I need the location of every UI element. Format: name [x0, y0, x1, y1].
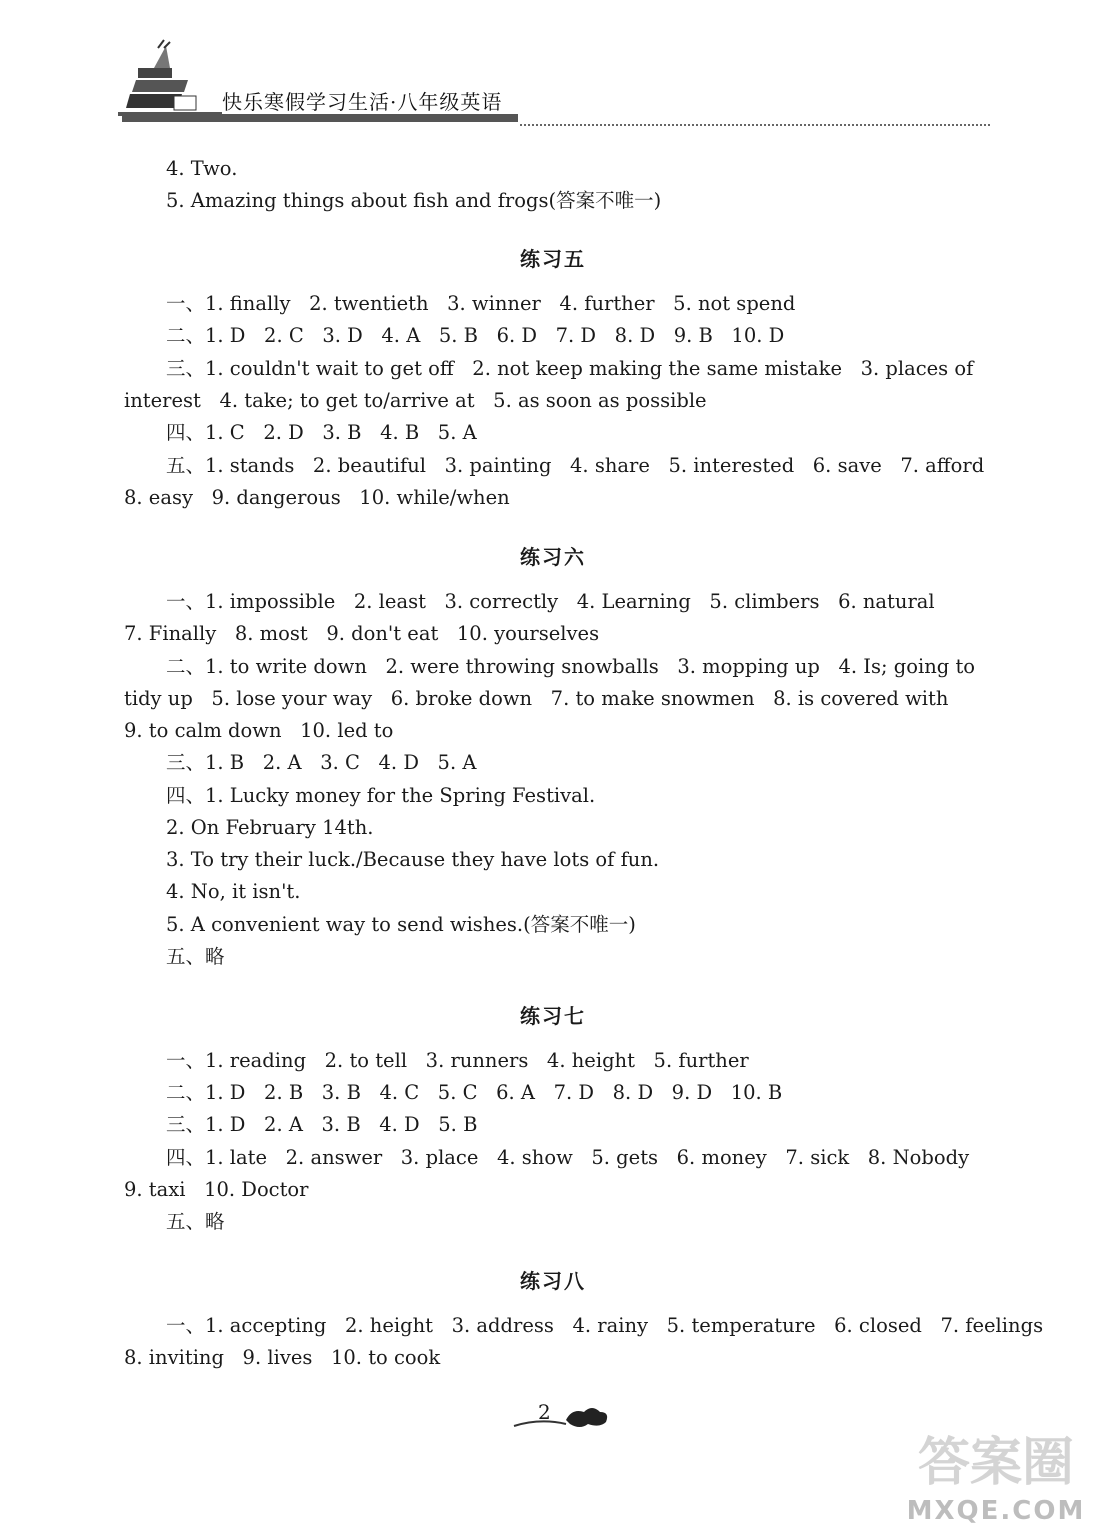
answer-line: 一、1. reading 2. to tell 3. runners 4. height 5. further	[166, 1049, 749, 1072]
answer-line: 2. On February 14th.	[166, 816, 374, 839]
answer-line: 7. Finally 8. most 9. don't eat 10. yourselves	[124, 622, 600, 645]
answer-line: 四、1. C 2. D 3. B 4. B 5. A	[166, 421, 477, 444]
answer-line: 4. Two.	[166, 157, 238, 180]
book-stack-logo-icon	[118, 38, 228, 118]
answer-line: 一、1. finally 2. twentieth 3. winner 4. further 5. not spend	[166, 292, 796, 315]
answer-line: 8. easy 9. dangerous 10. while/when	[124, 486, 510, 509]
answer-line: 五、略	[166, 1210, 225, 1233]
answer-line: tidy up 5. lose your way 6. broke down 7. to make snowmen 8. is covered with	[124, 687, 949, 710]
answer-line: 5. A convenient way to send wishes.(答案不唯一)	[166, 913, 636, 936]
watermark	[896, 1420, 1096, 1530]
answer-line: 五、1. stands 2. beautiful 3. painting 4. share 5. interested 6. save 7. afford	[166, 454, 985, 477]
answer-line: 四、1. Lucky money for the Spring Festival.	[166, 784, 596, 807]
page-header	[0, 0, 1106, 140]
section-title-exercise-6: 练习六	[520, 545, 586, 569]
answer-line: 二、1. D 2. C 3. D 4. A 5. B 6. D 7. D 8. D 9. B 10. D	[166, 324, 785, 347]
header-dotted-rule	[520, 124, 990, 126]
cloud-swirl-icon	[500, 1398, 620, 1438]
watermark-text: MXQE.COM	[906, 1496, 1086, 1526]
page-footer	[500, 1398, 620, 1438]
answer-line: 8. inviting 9. lives 10. to cook	[124, 1346, 441, 1369]
watermark-glyphs: 答案圈	[917, 1433, 1074, 1493]
answer-line: 三、1. B 2. A 3. C 4. D 5. A	[166, 751, 477, 774]
answer-line: 三、1. couldn't wait to get off 2. not keep making the same mistake 3. places of	[166, 357, 974, 380]
header-title: 快乐寒假学习生活·八年级英语	[222, 90, 503, 114]
answer-line: 二、1. to write down 2. were throwing snowballs 3. mopping up 4. Is; going to	[166, 655, 976, 678]
answer-line: 四、1. late 2. answer 3. place 4. show 5. gets 6. money 7. sick 8. Nobody	[166, 1146, 970, 1169]
answer-line: 4. No, it isn't.	[166, 880, 301, 903]
header-divider-bar	[122, 114, 518, 122]
answer-line: 三、1. D 2. A 3. B 4. D 5. B	[166, 1113, 478, 1136]
section-title-exercise-5: 练习五	[520, 247, 586, 271]
answer-line: 5. Amazing things about fish and frogs(答案不唯一)	[166, 189, 662, 212]
answer-line: 3. To try their luck./Because they have lots of fun.	[166, 848, 660, 871]
answer-line: 五、略	[166, 945, 225, 968]
answer-line: 二、1. D 2. B 3. B 4. C 5. C 6. A 7. D 8. D 9. D 10. B	[166, 1081, 783, 1104]
answer-line: 一、1. accepting 2. height 3. address 4. rainy 5. temperature 6. closed 7. feelings	[166, 1314, 1044, 1337]
answer-line: 一、1. impossible 2. least 3. correctly 4. Learning 5. climbers 6. natural	[166, 590, 935, 613]
section-title-exercise-7: 练习七	[520, 1004, 586, 1028]
page-number: 2	[538, 1400, 551, 1424]
answer-line: 9. taxi 10. Doctor	[124, 1178, 309, 1201]
section-title-exercise-8: 练习八	[520, 1269, 586, 1293]
answer-line: interest 4. take; to get to/arrive at 5. as soon as possible	[124, 389, 707, 412]
answer-line: 9. to calm down 10. led to	[124, 719, 394, 742]
